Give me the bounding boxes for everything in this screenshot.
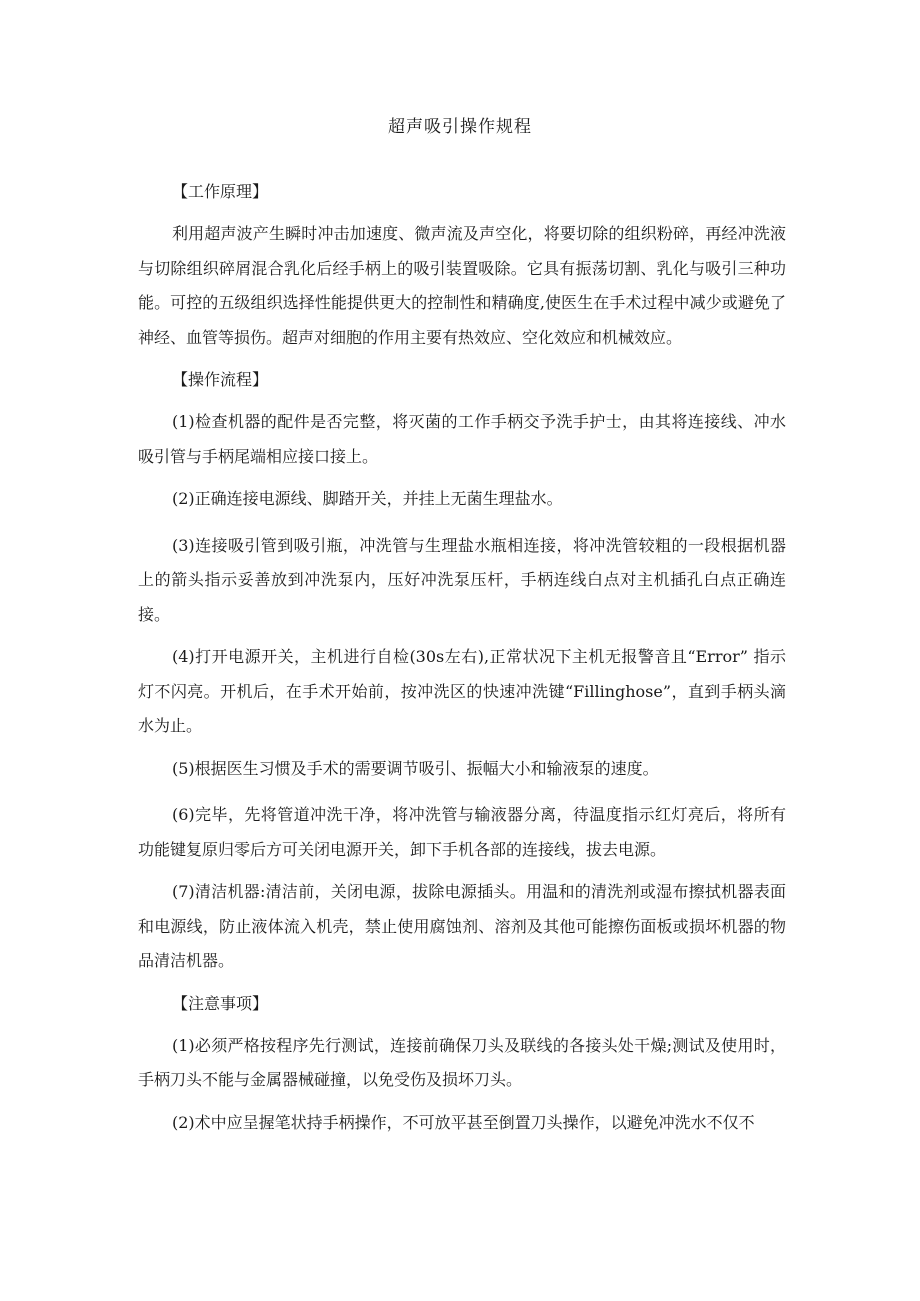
operation-step-4: (4)打开电源开关，主机进行自检(30s左右),正常状况下主机无报警音且“Error” 指示灯不闪亮。开机后，在手术开始前，按冲洗区的快速冲洗键“Fillinghose”，直到手柄头滴水为止。	[138, 647, 786, 735]
precaution-item-1: (1)必须严格按程序先行测试，连接前确保刀头及联线的各接头处干燥;测试及使用时，手柄刀头不能与金属器械碰撞，以免受伤及损坏刀头。	[138, 1035, 786, 1089]
operation-step-1: (1)检查机器的配件是否完整，将灭菌的工作手柄交予洗手护士，由其将连接线、冲水吸引管与手柄尾端相应接口接上。	[138, 412, 786, 466]
section-heading-precautions: 【注意事项】	[172, 993, 269, 1013]
operation-step-5: (5)根据医生习惯及手术的需要调节吸引、振幅大小和输液泵的速度。	[172, 758, 659, 778]
document-body	[138, 175, 786, 1148]
section-heading-operation-process: 【操作流程】	[172, 370, 269, 389]
document-title: 超声吸引操作规程	[388, 117, 532, 137]
section-heading-working-principle: 【工作原理】	[172, 182, 269, 201]
precaution-item-2: (2)术中应呈握笔状持手柄操作，不可放平甚至倒置刀头操作，以避免冲洗水不仅不	[172, 1112, 755, 1132]
operation-step-6: (6)完毕，先将管道冲洗干净，将冲洗管与输液器分离，待温度指示红灯亮后，将所有功能键复原归零后方可关闭电源开关，卸下手机各部的连接线，拔去电源。	[138, 805, 786, 859]
operation-step-3: (3)连接吸引管到吸引瓶，冲洗管与生理盐水瓶相连接，将冲洗管较粗的一段根据机器上的箭头指示妥善放到冲洗泵内，压好冲洗泵压杆，手柄连线白点对主机插孔白点正确连接。	[138, 535, 786, 624]
working-principle-paragraph: 利用超声波产生瞬时冲击加速度、微声流及声空化，将要切除的组织粉碎，再经冲洗液与切除组织碎屑混合乳化后经手柄上的吸引装置吸除。它具有振荡切割、乳化与吸引三种功能。可控的五级组织选择性能提供更大的控制性和精确度,使医生在手术过程中减少或避免了神经、血管等损伤。超声对细胞的作用主要有热效应、空化效应和机械效应。	[138, 224, 786, 347]
operation-step-2: (2)正确连接电源线、脚踏开关，并挂上无菌生理盐水。	[172, 489, 563, 508]
operation-step-7: (7)清洁机器:清洁前，关闭电源，拔除电源插头。用温和的清洗剂或湿布擦拭机器表面和电源线，防止液体流入机壳，禁止使用腐蚀剂、溶剂及其他可能擦伤面板或损坏机器的物品清洁机器。	[138, 882, 786, 970]
